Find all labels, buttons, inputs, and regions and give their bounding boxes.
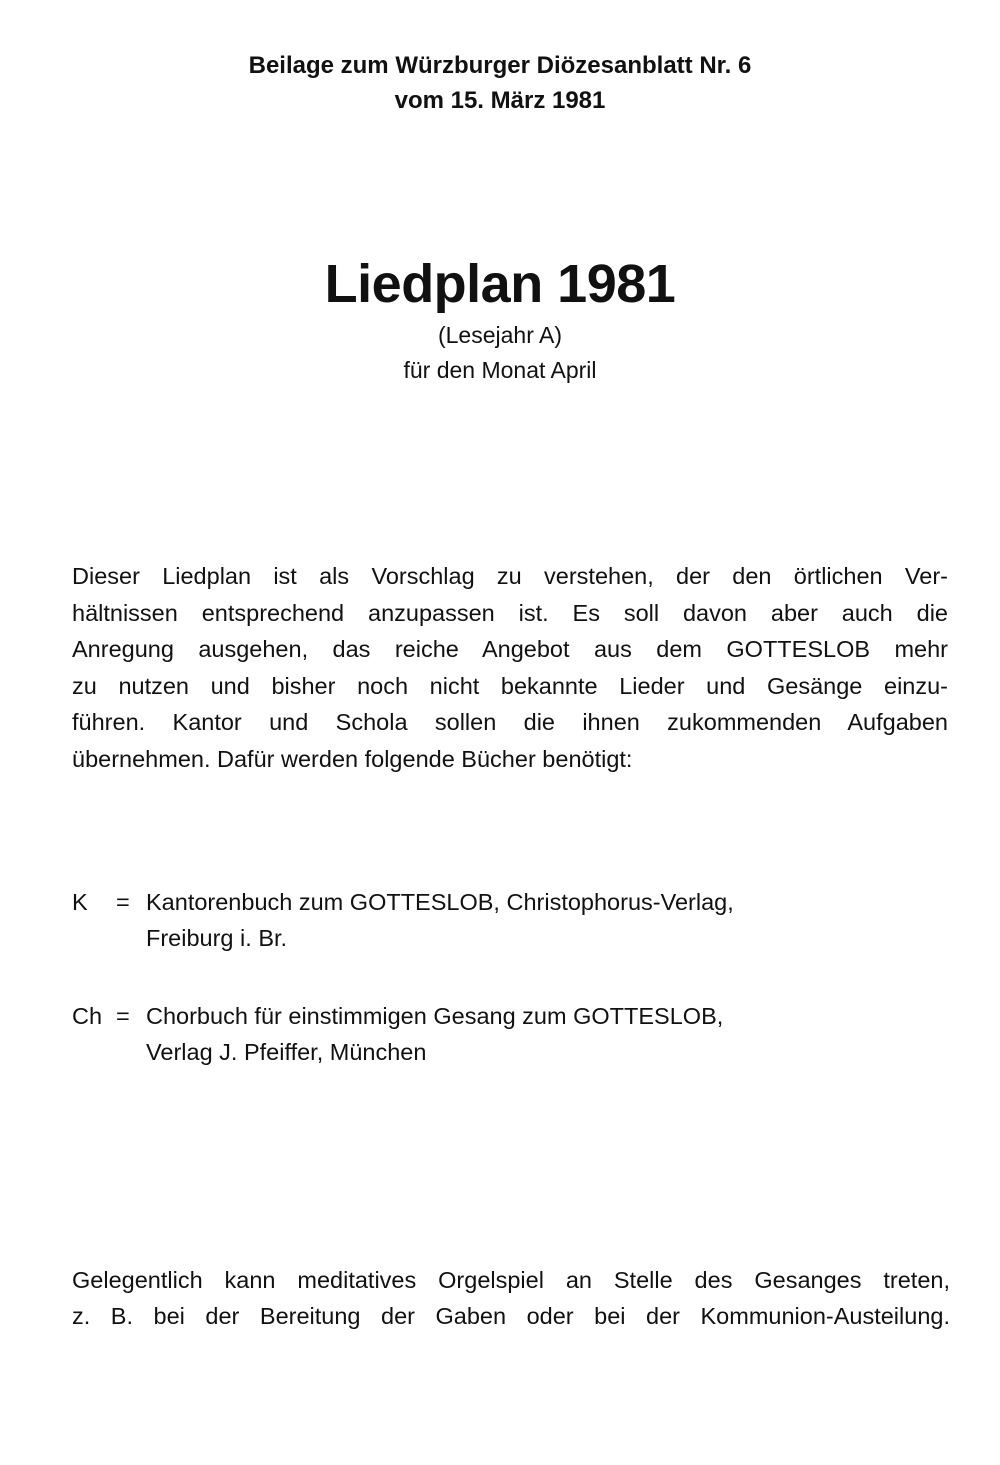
abbreviation-equals: =	[116, 1003, 130, 1029]
header-line-2: vom 15. März 1981	[394, 87, 606, 114]
intro-line: hältnissen entsprechend anzupassen ist. Es soll davon aber auch die	[72, 599, 948, 626]
abbreviation-kantorenbuch	[72, 884, 952, 956]
abbreviation-description	[146, 884, 734, 956]
publication-header	[0, 48, 1000, 118]
intro-line: führen. Kantor und Schola sollen die ihnen zukommenden Aufgaben	[72, 709, 948, 735]
subtitle-line-2: für den Monat April	[403, 357, 597, 383]
abbreviation-key: K	[72, 889, 88, 915]
abbreviation-line: Freiburg i. Br.	[146, 925, 288, 951]
closing-note	[72, 1262, 950, 1334]
subtitle-line-1: (Lesejahr A)	[437, 322, 562, 348]
page-subtitle	[0, 318, 1000, 388]
abbreviation-description	[146, 998, 723, 1070]
intro-paragraph	[72, 558, 948, 777]
abbreviation-key: Ch	[72, 1003, 103, 1029]
intro-line: zu nutzen und bisher noch nicht bekannte Lieder und Gesänge einzu-	[72, 672, 948, 699]
intro-line: Dieser Liedplan ist als Vorschlag zu verstehen, der den örtlichen Ver-	[72, 563, 948, 589]
abbreviation-equals: =	[116, 889, 130, 915]
abbreviation-line: Chorbuch für einstimmigen Gesang zum GOTTESLOB,	[146, 1003, 724, 1029]
note-line: z. B. bei der Bereitung der Gaben oder bei der Kommunion-Austeilung.	[72, 1303, 950, 1329]
intro-line: Anregung ausgehen, das reiche Angebot aus dem GOTTESLOB mehr	[72, 636, 948, 662]
abbreviation-chorbuch	[72, 998, 952, 1070]
page-title: Liedplan 1981	[324, 254, 676, 314]
note-line: Gelegentlich kann meditatives Orgelspiel an Stelle des Gesanges treten,	[72, 1267, 950, 1293]
header-line-1: Beilage zum Würzburger Diözesanblatt Nr. 6	[248, 52, 752, 79]
intro-line: übernehmen. Dafür werden folgende Bücher benötigt:	[72, 745, 633, 772]
abbreviation-line: Kantorenbuch zum GOTTESLOB, Christophorus-Verlag,	[146, 889, 734, 915]
abbreviation-line: Verlag J. Pfeiffer, München	[146, 1039, 427, 1065]
